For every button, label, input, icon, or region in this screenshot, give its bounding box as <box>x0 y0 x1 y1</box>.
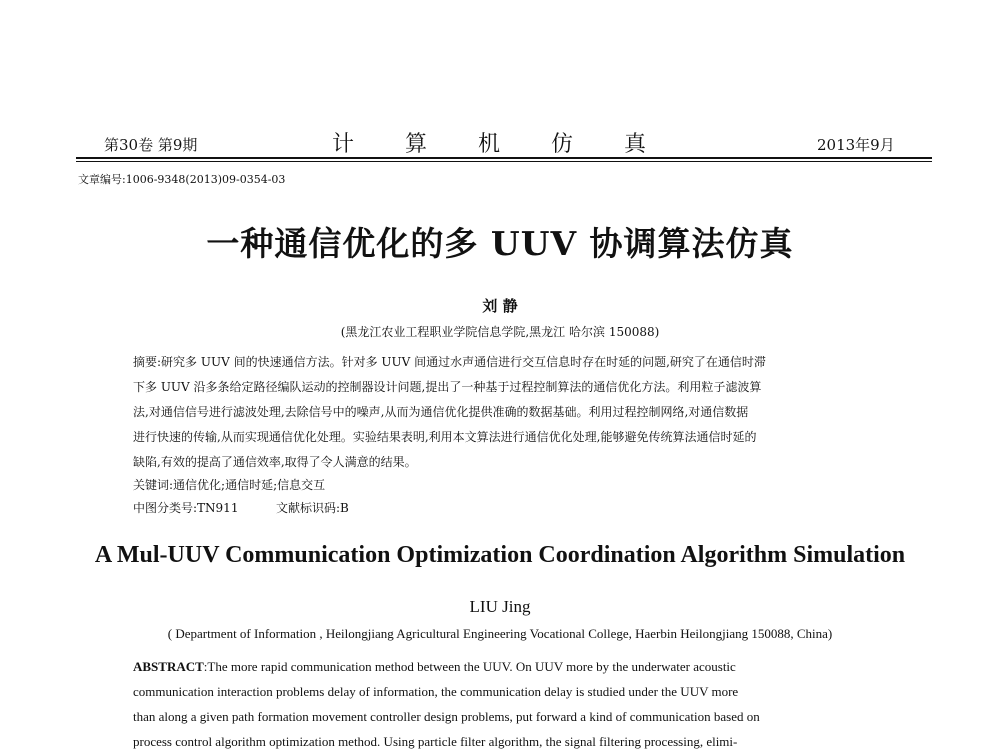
article-number: 文章编号:1006-9348(2013)09-0354-03 <box>78 173 286 186</box>
keywords-chinese: 关键词:通信优化;通信时延;信息交互 <box>133 478 326 492</box>
document-code: 文献标识码:B <box>276 501 349 515</box>
classification-number: 中图分类号:TN911 <box>133 501 239 515</box>
abstract-cn-line: 下多 UUV 沿多条给定路径编队运动的控制器设计问题,提出了一种基于过程控制算法的通信优化方法。利用粒子滤波算 <box>133 380 762 394</box>
header-rule-thick <box>76 157 932 159</box>
header-rule-thin <box>76 161 932 162</box>
abstract-cn-line: 缺陷,有效的提高了通信效率,取得了令人满意的结果。 <box>133 455 417 469</box>
journal-name: 计 算 机 仿 真 <box>332 132 668 157</box>
publication-date: 2013年9月 <box>817 136 895 154</box>
author-english: LIU Jing <box>469 597 531 616</box>
author-chinese: 刘 静 <box>482 297 518 315</box>
abstract-en-line: process control algorithm optimization method. Using particle filter algorithm, the signal filtering processing, elimi- <box>133 734 738 749</box>
abstract-en-label: ABSTRACT <box>133 659 204 674</box>
abstract-en-line: ABSTRACT:The more rapid communication method between the UUV. On UUV more by the underwater acoustic <box>133 659 736 674</box>
title-english: A Mul-UUV Communication Optimization Coordination Algorithm Simulation <box>94 542 906 568</box>
abstract-cn-line: 摘要:研究多 UUV 间的快速通信方法。针对多 UUV 间通过水声通信进行交互信息时存在时延的问题,研究了在通信时滞 <box>133 355 766 369</box>
volume-issue: 第30卷 第9期 <box>104 136 198 154</box>
title-chinese: 一种通信优化的多 UUV 协调算法仿真 <box>206 224 794 263</box>
affiliation-english: ( Department of Information , Heilongjiang Agricultural Engineering Vocational College, Haerbin Heilongjiang 150088, China) <box>167 626 833 641</box>
abstract-cn-line: 进行快速的传输,从而实现通信优化处理。实验结果表明,利用本文算法进行通信优化处理,能够避免传统算法通信时延的 <box>133 430 757 444</box>
abstract-en-line: communication interaction problems delay of information, the communication delay is studied under the UUV more <box>133 684 739 699</box>
abstract-cn-line: 法,对通信信号进行滤波处理,去除信号中的噪声,从而为通信优化提供准确的数据基础。利用过程控制网络,对通信数据 <box>133 405 749 419</box>
abstract-en-line: than along a given path formation movement controller design problems, put forward a kind of communication based on <box>133 709 760 724</box>
affiliation-chinese: (黑龙江农业工程职业学院信息学院,黑龙江 哈尔滨 150088) <box>340 325 660 339</box>
